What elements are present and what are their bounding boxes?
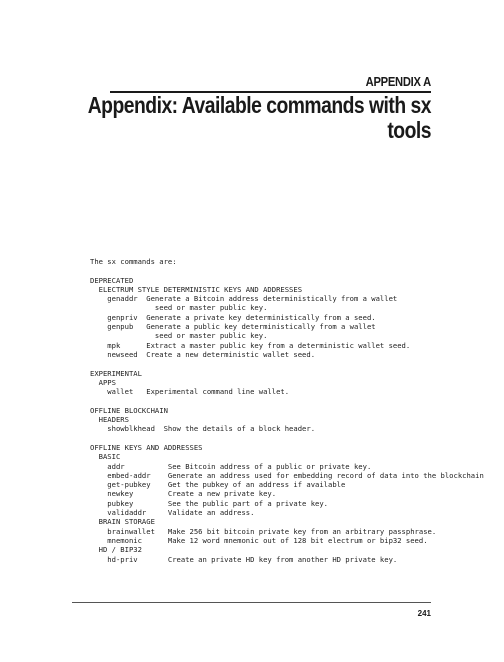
listing-line: HD / BIP32 — [90, 545, 142, 555]
listing-line: ELECTRUM STYLE DETERMINISTIC KEYS AND ADDRESSES — [90, 284, 303, 294]
chapter-title — [78, 93, 431, 143]
listing-line: genaddr Generate a Bitcoin address deterministically from a wallet — [90, 294, 398, 304]
listing-line: embed-addr Generate an address used for embedding record of data into the blockchain — [90, 470, 484, 480]
listing-line — [90, 434, 484, 443]
listing-line: newseed Create a new deterministic wallet seed. — [90, 349, 316, 359]
listing-line — [90, 359, 484, 368]
listing-line: pubkey See the public part of a private key. — [90, 498, 328, 508]
command-listing — [90, 257, 484, 564]
listing-line: The sx commands are: — [90, 257, 177, 266]
listing-line: get-pubkey Get the pubkey of an address if available — [90, 480, 346, 490]
chapter-title-line: Appendix: Available commands with sx — [87, 92, 431, 118]
listing-line: brainwallet Make 256 bit bitcoin private key from an arbitrary passphrase. — [90, 526, 437, 536]
listing-line: genpub Generate a public key deterministically from a wallet — [90, 322, 376, 332]
listing-line — [90, 396, 484, 405]
page-number: 241 — [417, 609, 431, 618]
listing-line: OFFLINE KEYS AND ADDRESSES — [90, 442, 203, 452]
listing-line: EXPERIMENTAL — [90, 368, 142, 378]
listing-line: HEADERS — [90, 415, 129, 425]
listing-line: hd-priv Create an private HD key from another HD private key. — [90, 554, 398, 564]
listing-line: BRAIN STORAGE — [90, 517, 155, 527]
listing-line: seed or master public key. — [90, 331, 268, 341]
listing-line: APPS — [90, 377, 116, 387]
appendix-label: APPENDIX A — [365, 74, 431, 89]
listing-line: DEPRECATED — [90, 275, 134, 285]
listing-line: OFFLINE BLOCKCHAIN — [90, 405, 168, 415]
listing-line: BASIC — [90, 452, 121, 462]
listing-line: genpriv Generate a private key deterministically from a seed. — [90, 312, 376, 322]
listing-line: seed or master public key. — [90, 303, 268, 313]
footer-rule — [72, 602, 431, 603]
listing-line: addr See Bitcoin address of a public or private key. — [90, 461, 372, 471]
listing-line: validaddr Validate an address. — [90, 508, 255, 518]
listing-line — [90, 266, 484, 275]
chapter-title-line: tools — [387, 117, 431, 143]
listing-line: newkey Create a new private key. — [90, 489, 277, 499]
listing-line: mnemonic Make 12 word mnemonic out of 128 bit electrum or bip32 seed. — [90, 535, 428, 545]
listing-line: showblkhead Show the details of a block header. — [90, 424, 316, 434]
listing-line: wallet Experimental command line wallet. — [90, 387, 290, 397]
listing-line: mpk Extract a master public key from a deterministic wallet seed. — [90, 340, 411, 350]
